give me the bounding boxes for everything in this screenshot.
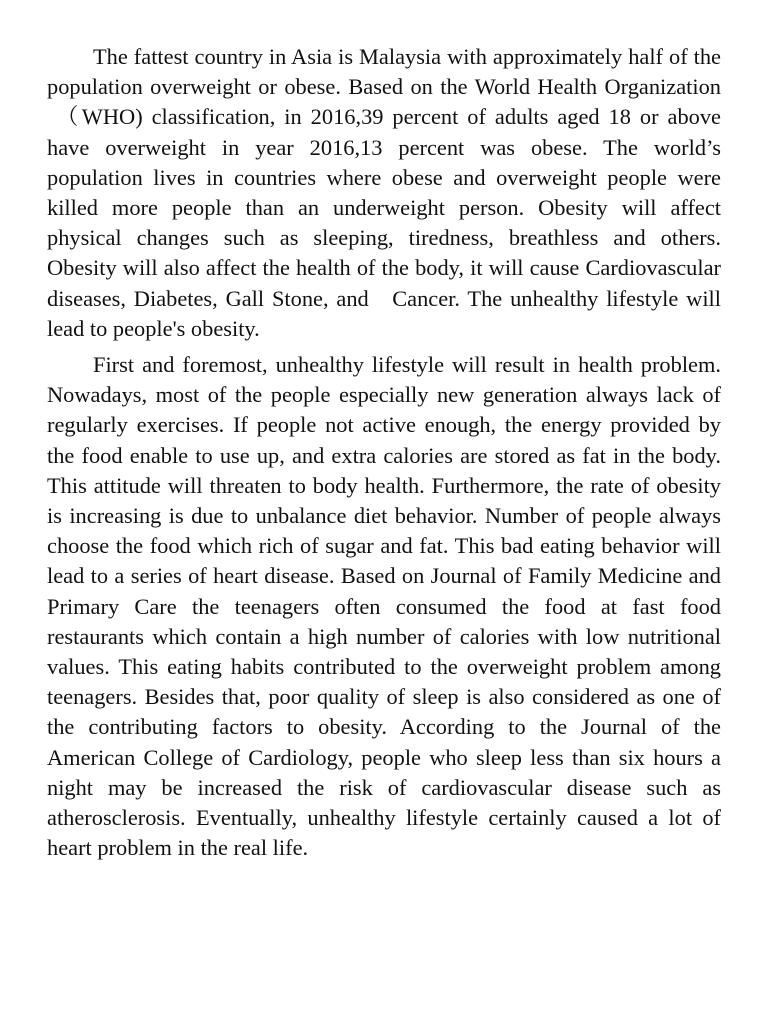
paragraph-2: First and foremost, unhealthy lifestyle will result in health problem. Nowadays, most of the people especially new generation always lack of regularly exercises. If people not active enough, the energy provided by the food enable to use up, and extra calories are stored as fat in the body. This attitude will threaten to body health. Furthermore, the rate of obesity is increasing is due to unbalance diet behavior. Number of people always choose the food which rich of sugar and fat. This bad eating behavior will lead to a series of heart disease. Based on Journal of Family Medicine and Primary Care the teenagers often consumed the food at fast food restaurants which contain a high number of calories with low nutritional values. This eating habits contributed to the overweight problem among teenagers. Besides that, poor quality of sleep is also considered as one of the contributing factors to obesity. According to the Journal of the American College of Cardiology, people who sleep less than six hours a night may be increased the risk of cardiovascular disease such as atherosclerosis. Eventually, unhealthy lifestyle certainly caused a lot of heart problem in the real life.	[47, 352, 721, 861]
paragraph-1: The fattest country in Asia is Malaysia with approximately half of the population overweight or obese. Based on the World Health Organization （WHO) classification, in 2016,39 percent of adults aged 18 or above have overweight in year 2016,13 percent was obese. The world’s population lives in countries where obese and overweight people were killed more people than an underweight person. Obesity will affect physical changes such as sleeping, tiredness, breathless and others. Obesity will also affect the health of the body, it will cause Cardiovascular diseases, Diabetes, Gall Stone, and Cancer. The unhealthy lifestyle will lead to people's obesity.	[47, 44, 721, 341]
